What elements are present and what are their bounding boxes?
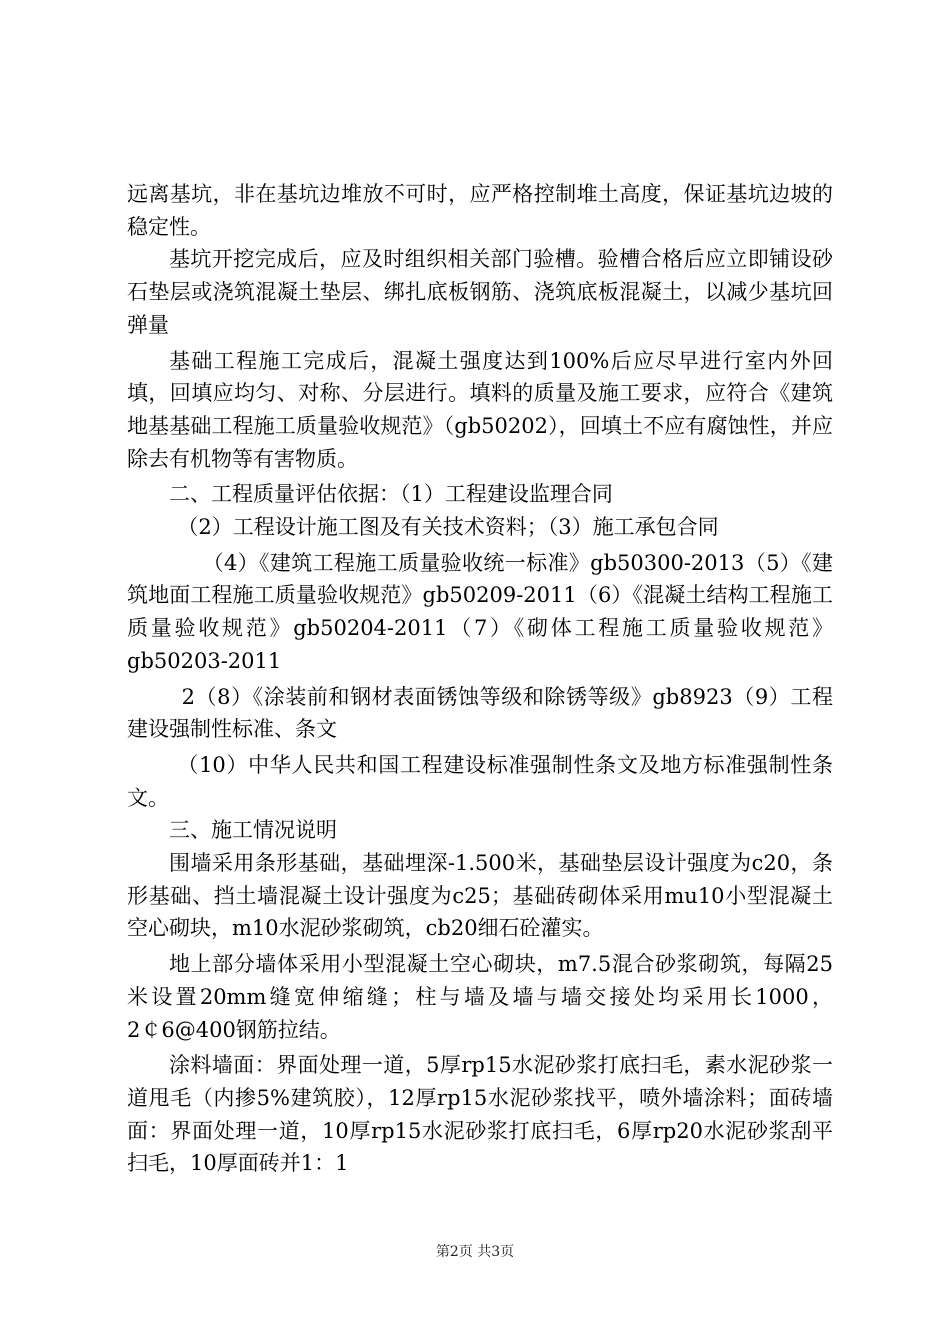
page-footer [0,1243,950,1261]
page-number-label: 第2页 共3页 [435,1244,515,1260]
paragraph-basis-10: （10）中华人民共和国工程建设标准强制性条文及地方标准强制性条文。 [127,752,833,810]
paragraph-wall-foundation: 围墙采用条形基础，基础埋深-1.500米，基础垫层设计强度为c20，条形基础、挡土墙混凝土设计强度为c25；基础砖砌体采用mu10小型混凝土空心砌块，m10水泥砂浆砌筑，cb20细石砼灌实。 [127,851,833,941]
paragraph-basis-8-9: 2（8）《涂装前和钢材表面锈蚀等级和除锈等级》gb8923（9）工程建设强制性标准、条文 [127,684,833,742]
document-body [127,178,833,1180]
section-heading-construction: 三、施工情况说明 [169,818,337,843]
paragraph-basis-4-7: （4）《建筑工程施工质量验收统一标准》gb50300-2013（5）《建筑地面工程施工质量验收规范》gb50209-2011（6）《混凝土结构工程施工质量验收规范》gb50204-2011（7）《砌体工程施工质量验收规范》gb50203-2011 [127,550,833,673]
section-heading-quality-basis: 二、工程质量评估依据：（1）工程建设监理合同 [169,482,613,507]
paragraph-wall-finish: 涂料墙面：界面处理一道，5厚rp15水泥砂浆打底扫毛，素水泥砂浆一道甩毛（内掺5%建筑胶），12厚rp15水泥砂浆找平，喷外墙涂料；面砖墙面：界面处理一道，10厚rp15水泥砂浆打底扫毛，6厚rp20水泥砂浆刮平扫毛，10厚面砖并1：1 [127,1053,833,1176]
paragraph-wall-masonry: 地上部分墙体采用小型混凝土空心砌块，m7.5混合砂浆砌筑，每隔25米设置20mm缝宽伸缩缝；柱与墙及墙与墙交接处均采用长1000，2￠6@400钢筋拉结。 [127,952,833,1042]
paragraph-basis-2-3: （2）工程设计施工图及有关技术资料；（3）施工承包合同 [177,515,719,540]
paragraph-excavation-inspection: 基坑开挖完成后，应及时组织相关部门验槽。验槽合格后应立即铺设砂石垫层或浇筑混凝土垫层、绑扎底板钢筋、浇筑底板混凝土，以减少基坑回弹量 [127,247,833,337]
paragraph-backfill: 基础工程施工完成后，混凝土强度达到100%后应尽早进行室内外回填，回填应均匀、对称、分层进行。填料的质量及施工要求，应符合《建筑地基基础工程施工质量验收规范》（gb50202），回填土不应有腐蚀性，并应除去有机物等有害物质。 [127,348,833,471]
paragraph-continuation: 远离基坑，非在基坑边堆放不可时，应严格控制堆土高度，保证基坑边坡的稳定性。 [127,182,833,239]
